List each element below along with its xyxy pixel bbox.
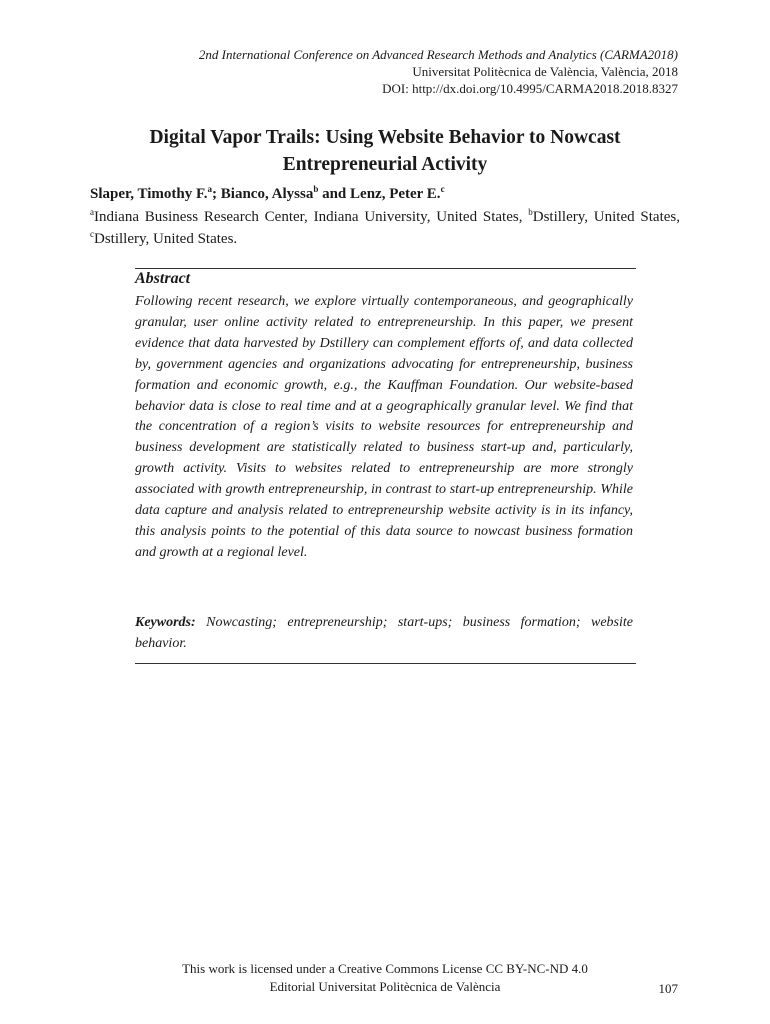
author-name: Slaper, Timothy F. bbox=[90, 186, 208, 202]
author-affiliation-mark: b bbox=[313, 184, 319, 194]
affiliation-mark: b bbox=[528, 207, 533, 217]
conference-name: 2nd International Conference on Advanced Research Methods and Analytics (CARMA2018) bbox=[198, 47, 678, 62]
title-line-2: Entrepreneurial Activity bbox=[282, 154, 488, 175]
keywords bbox=[135, 613, 633, 655]
page-number: 107 bbox=[658, 981, 678, 996]
author-name: Lenz, Peter E. bbox=[350, 186, 441, 202]
affiliation-mark: a bbox=[90, 207, 94, 217]
author-separator: and bbox=[318, 186, 351, 202]
conference-location: Universitat Politècnica de València, València, 2018 bbox=[412, 64, 678, 79]
paper-title bbox=[90, 124, 680, 178]
license-notice: This work is licensed under a Creative Commons License CC BY-NC-ND 4.0 bbox=[182, 961, 588, 976]
abstract-bottom-rule bbox=[135, 663, 636, 664]
doi-link[interactable]: DOI: http://dx.doi.org/10.4995/CARMA2018.2018.8327 bbox=[382, 81, 678, 96]
affiliation-mark: c bbox=[90, 229, 94, 239]
affiliation-text: Dstillery, United States. bbox=[94, 231, 238, 247]
author-separator: ; bbox=[212, 186, 221, 202]
affiliations bbox=[90, 206, 680, 250]
keywords-label: Keywords: bbox=[135, 615, 196, 630]
publisher-name: Editorial Universitat Politècnica de València bbox=[269, 979, 501, 994]
abstract-body: Following recent research, we explore virtually contemporaneous, and geographically granular, user online activity related to entrepreneurship. In this paper, we present evidence that data harvested by Dstillery can complement efforts of, and data collected by, government agencies and organizations advocating for entrepreneurship, business formation and economic growth, e.g., the Kauffman Foundation. Our website-based behavior data is close to real time and at a geographically granular level. We find that the concentration of a region’s visits to website resources for entrepreneurship and business development are statistically related to business start-up and, particularly, growth activity. Visits to websites related to entrepreneurship are more strongly associated with growth entrepreneurship, in contrast to start-up entrepreneurship. While data capture and analysis related to entrepreneurship website activity is in its infancy, this analysis points to the potential of this data source to nowcast business formation and growth at a regional level. bbox=[135, 294, 633, 560]
author-affiliation-mark: c bbox=[440, 184, 445, 194]
affiliation-text: Indiana Business Research Center, Indiana University, United States, bbox=[94, 209, 529, 225]
affiliation-text: Dstillery, United States, bbox=[532, 209, 680, 225]
keywords-text: Nowcasting; entrepreneurship; start-ups; business formation; website behavior. bbox=[135, 615, 633, 651]
page-footer bbox=[90, 960, 680, 996]
abstract-top-rule bbox=[135, 268, 636, 269]
abstract-heading: Abstract bbox=[135, 270, 191, 287]
title-line-1: Digital Vapor Trails: Using Website Behavior to Nowcast bbox=[149, 127, 621, 148]
author-affiliation-mark: a bbox=[207, 184, 213, 194]
author-list bbox=[90, 184, 680, 204]
page-header bbox=[199, 46, 678, 97]
author-name: Bianco, Alyssa bbox=[220, 186, 314, 202]
